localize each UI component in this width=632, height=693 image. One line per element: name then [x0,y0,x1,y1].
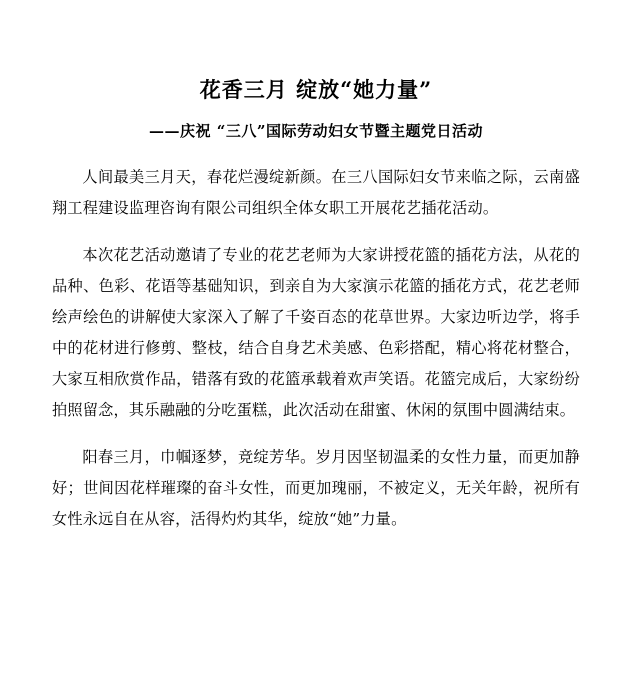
body-paragraph: 本次花艺活动邀请了专业的花艺老师为大家讲授花篮的插花方法，从花的品种、色彩、花语等基础知识，到亲自为大家演示花篮的插花方式，花艺老师绘声绘色的讲解使大家深入了解了千姿百态的花草世界。大家边听边学，将手中的花材进行修剪、整枝，结合自身艺术美感、色彩搭配，精心将花材整合，大家互相欣赏作品，错落有致的花篮承载着欢声笑语。花篮完成后，大家纷纷拍照留念，其乐融融的分吃蛋糕，此次活动在甜蜜、休闲的氛围中圆满结束。 [52,246,580,419]
page-subtitle: ——庆祝 “三八”国际劳动妇女节暨主题党日活动 [149,121,483,140]
page-title: 花香三月 绽放“她力量” [199,77,433,102]
body-paragraph: 阳春三月，巾帼逐梦，竞绽芳华。岁月因坚韧温柔的女性力量，而更加静好；世间因花样璀璨的奋斗女性，而更加瑰丽，不被定义，无关年龄，祝所有女性永远自在从容，活得灼灼其华，绽放“她”力量。 [52,448,580,528]
document-body [52,162,580,535]
body-paragraph: 人间最美三月天，春花烂漫绽新颜。在三八国际妇女节来临之际，云南盛翔工程建设监理咨询有限公司组织全体女职工开展花艺插花活动。 [52,168,580,217]
